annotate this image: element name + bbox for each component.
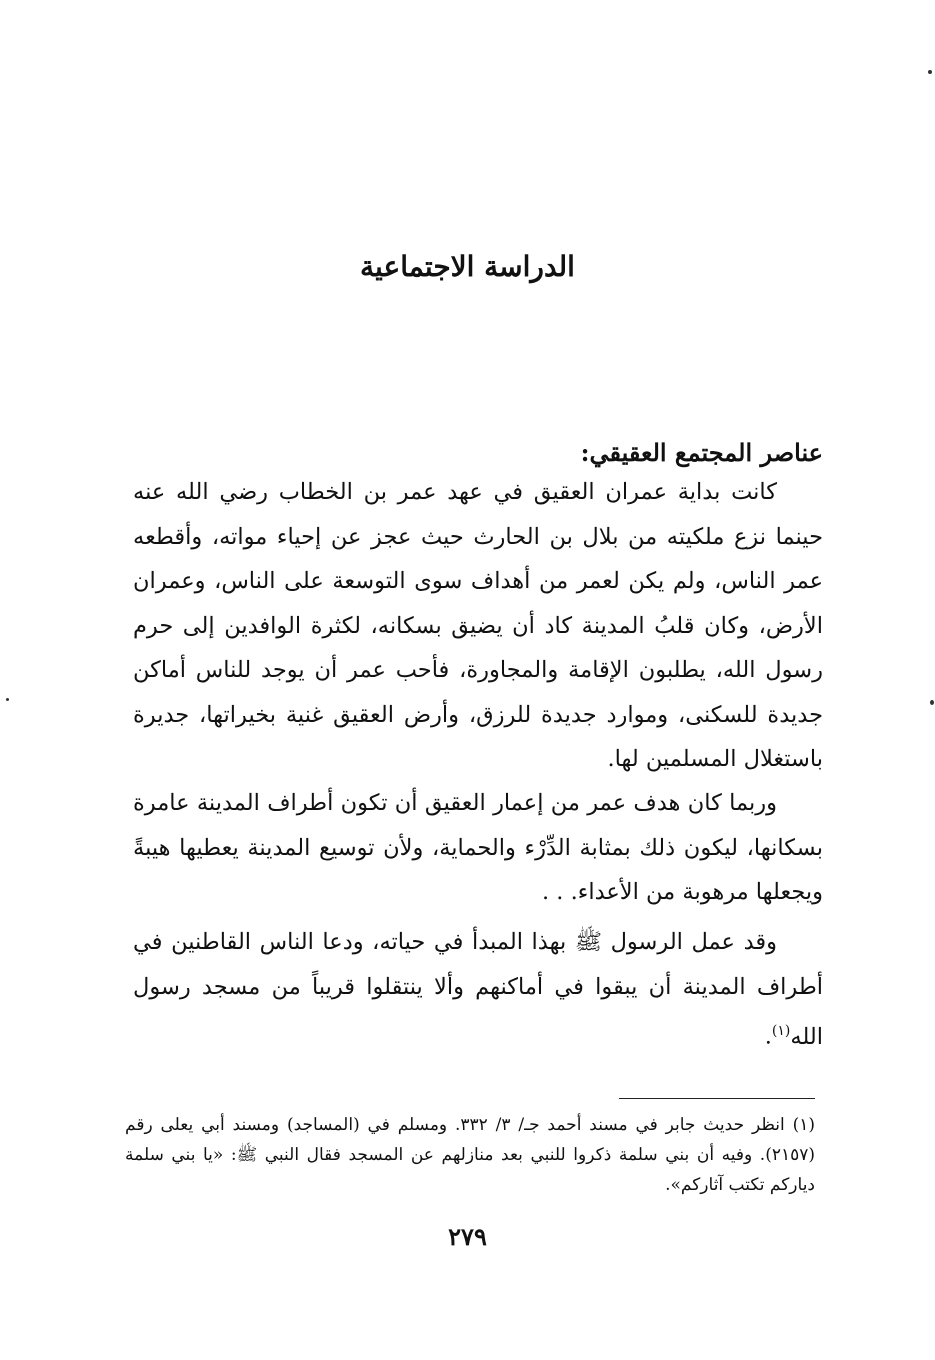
body-paragraph (133, 920, 823, 1059)
footnote-reference[interactable]: (١) (771, 1023, 791, 1039)
scan-speck (928, 70, 932, 74)
body-paragraph (133, 470, 823, 782)
paragraph-text: وقد عمل الرسول ﷺ بهذا المبدأ في حياته، ودعا الناس القاطنين في أطراف المدينة أن يبقوا في أماكنهم وألا ينتقلوا قريباً من مسجد رسول الله (133, 929, 823, 1050)
scan-speck (6, 698, 9, 701)
footnote: (١) انظر حديث جابر في مسند أحمد جـ/ ٣/ ٣٣٢. ومسلم في (المساجد) ومسند أبي يعلى رقم (٢١٥٧). وفيه أن بني سلمة ذكروا للنبي بعد منازلهم عن المسجد فقال النبي ﷺ: «يا بني سلمة دياركم تكتب آثاركم». (125, 1115, 815, 1195)
paragraph-text: وربما كان هدف عمر من إعمار العقيق أن تكون أطراف المدينة عامرة بسكانها، ليكون ذلك بمثابة الدِّرْء والحماية، ولأن توسيع المدينة يعطيها هيبةً ويجعلها مرهوبة من الأعداء. . . (133, 790, 823, 905)
section-heading: عناصر المجتمع العقيقي: (580, 438, 823, 467)
paragraph-end-period: . (764, 1023, 772, 1050)
paragraph-text: كانت بداية عمران العقيق في عهد عمر بن الخطاب رضي الله عنه حينما نزع ملكيته من بلال بن الحارث حيث عجز عن إحياء مواته، وأقطعه عمر الناس، ولم يكن لعمر من أهداف سوى التوسعة على الناس، وعمران الأرض، وكان قلبُ المدينة كاد أن يضيق بسكانه، لكثرة الوافدين إلى حرم رسول الله، يطلبون الإقامة والمجاورة، فأحب عمر أن يوجد للناس أماكن جديدة للسكنى، وموارد جديدة للرزق، وأرض العقيق غنية بخيراتها، جديرة باستغلال المسلمين لها. (133, 479, 823, 772)
body-paragraph (133, 781, 823, 915)
page-title: الدراسة الاجتماعية (360, 250, 575, 283)
scan-speck (930, 700, 934, 705)
footnote-divider (619, 1098, 815, 1099)
page-number: ٢٧٩ (448, 1222, 487, 1251)
